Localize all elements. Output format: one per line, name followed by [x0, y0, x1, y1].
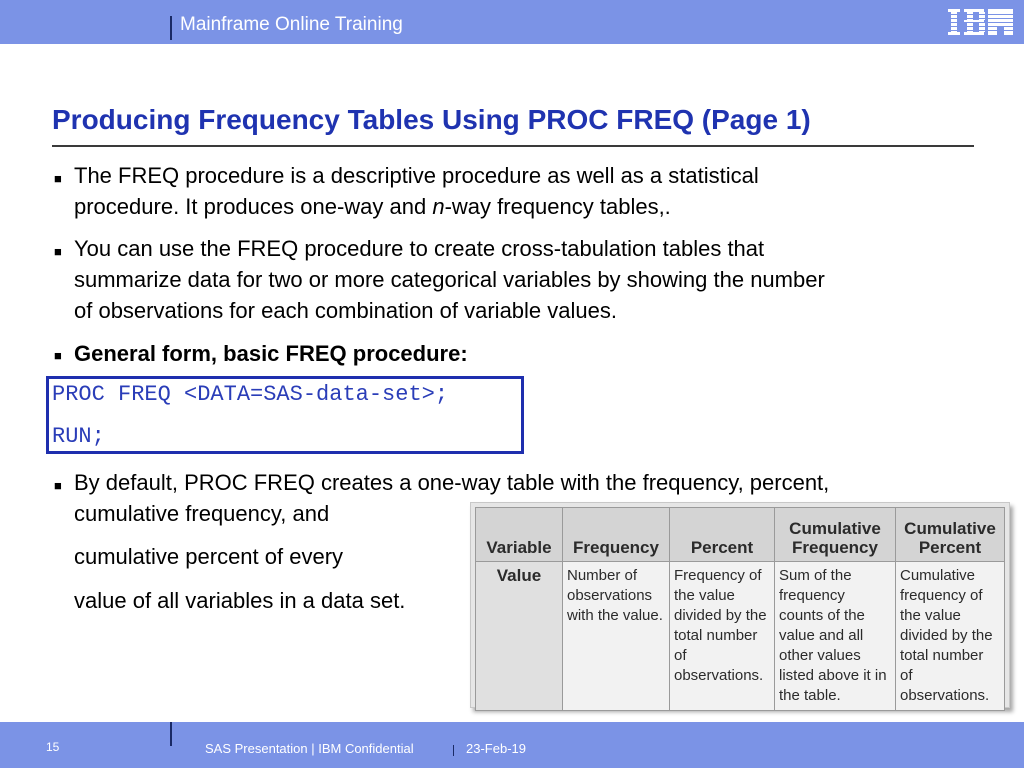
bullet-2-line-2: summarize data for two or more categorical variables by showing the number: [74, 267, 825, 292]
bullet-1-text-b: -way frequency tables,.: [444, 194, 671, 219]
slide-title: Producing Frequency Tables Using PROC FREQ (Page 1): [52, 104, 811, 135]
bullet-4-line-3: cumulative percent of every: [74, 544, 344, 569]
table-header: Frequency: [563, 508, 670, 562]
table-header: Cumulative Percent: [896, 508, 1005, 562]
bullet-2-line-1: You can use the FREQ procedure to create cross-tabulation tables that: [74, 236, 765, 261]
bullet-1-italic-n: n: [432, 194, 445, 219]
table-row: [476, 562, 1005, 711]
bullet-square-icon: ■: [54, 171, 62, 186]
code-line-2: RUN;: [52, 424, 105, 449]
table-cell: Sum of the frequency counts of the value and all other values listed above it in the table.: [775, 562, 896, 711]
table-header: Variable: [476, 508, 563, 562]
footer-date: 23-Feb-19: [466, 741, 526, 756]
footer-separator: [170, 722, 172, 746]
header-separator: [170, 16, 172, 40]
frequency-table-figure: [470, 502, 1010, 708]
table-header-row: [476, 508, 1005, 562]
bullet-square-icon: ■: [54, 244, 62, 259]
ibm-logo-icon: [946, 6, 1016, 38]
bullet-4-line-4: value of all variables in a data set.: [74, 588, 406, 613]
bullet-4-line-2: cumulative frequency, and: [74, 501, 330, 526]
bullet-3-text: General form, basic FREQ procedure:: [74, 341, 468, 366]
page-number: 15: [46, 740, 60, 754]
bullet-square-icon: ■: [54, 478, 62, 493]
header-title: Mainframe Online Training: [180, 14, 403, 35]
table-cell: Frequency of the value divided by the total number of observations.: [670, 562, 775, 711]
table-header: Cumulative Frequency: [775, 508, 896, 562]
bullet-1-text-a: procedure. It produces one-way and: [74, 194, 433, 219]
table-cell: Number of observations with the value.: [563, 562, 670, 711]
bullet-1-line-1: The FREQ procedure is a descriptive procedure as well as a statistical: [74, 163, 759, 188]
footer-separator: [453, 745, 454, 756]
title-rule: [52, 145, 974, 147]
table-cell: Cumulative frequency of the value divided by the total number of observations.: [896, 562, 1005, 711]
footer-label: SAS Presentation | IBM Confidential: [205, 741, 414, 756]
table-row-label: Value: [476, 562, 563, 711]
bullet-4-line-1: By default, PROC FREQ creates a one-way table with the frequency, percent,: [74, 470, 830, 495]
bullet-square-icon: ■: [54, 348, 62, 363]
bullet-1-line-2: [74, 191, 671, 222]
table-header: Percent: [670, 508, 775, 562]
header-bar: [0, 0, 1024, 44]
frequency-table: [475, 507, 1005, 711]
bullet-2-line-3: of observations for each combination of variable values.: [74, 298, 617, 323]
code-line-1: PROC FREQ <DATA=SAS-data-set>;: [52, 382, 449, 407]
